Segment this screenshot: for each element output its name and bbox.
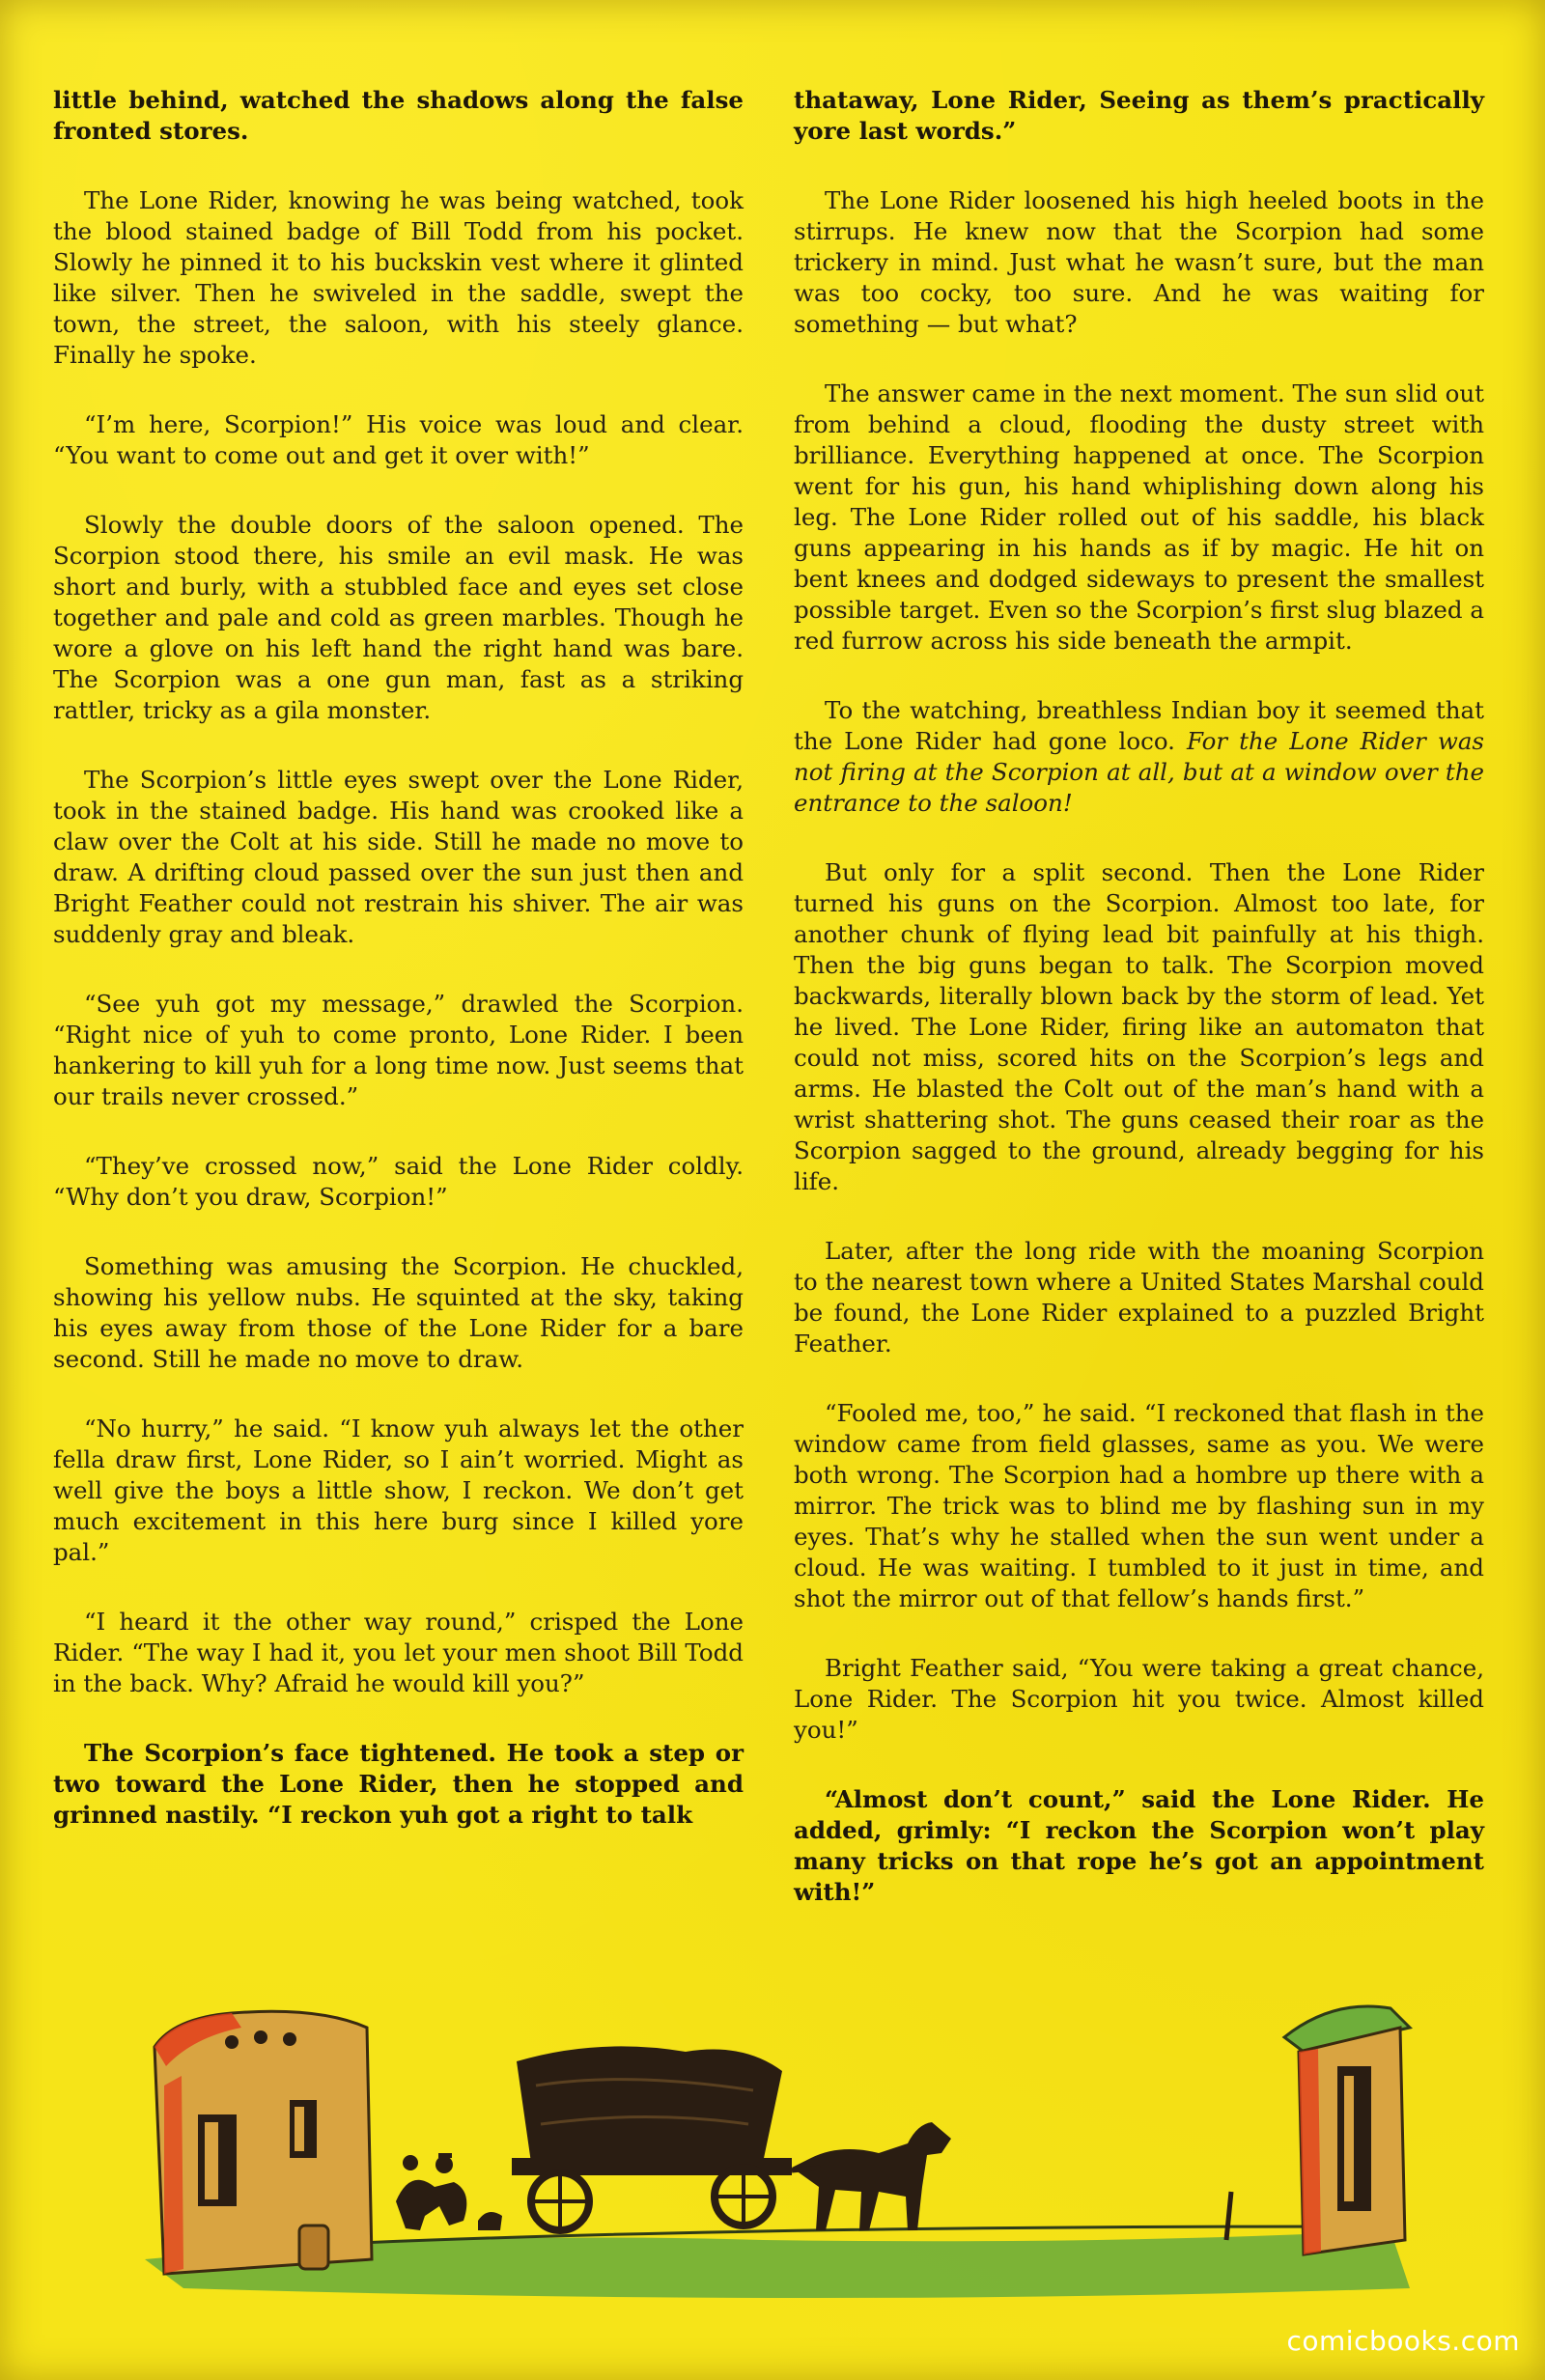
text-column-left [53,85,744,1869]
paragraph: “Almost don’t count,” said the Lone Rider. He added, grimly: “I reckon the Scorpion won’t play many tricks on that rope he’s got an appointment with!” [794,1785,1484,1906]
paragraph: “See yuh got my message,” drawled the Scorpion. “Right nice of yuh to come pronto, Lone Rider. I been hankering to kill yuh for a long time now. Just seems that our trails never crossed.” [53,990,744,1110]
paragraph: Something was amusing the Scorpion. He chuckled, showing his yellow nubs. He squinted at the sky, taking his eyes away from those of the Lone Rider for a bare second. Still he made no move to draw. [53,1252,744,1373]
paragraph: But only for a split second. Then the Lone Rider turned his guns on the Scorpion. Almost too late, for another chunk of flying lead bit painfully at his thigh. Then the big guns began to talk. The Scorpion moved backwards, literally blown back by the storm of lead. Yet he lived. The Lone Rider, firing like an automaton that could not miss, scored hits on the Scorpion’s legs and arms. He blasted the Colt out of the man’s hand with a wrist shattering shot. The guns ceased their roar as the Scorpion sagged to the ground, already begging for his life. [794,858,1484,1195]
paragraph-text: To the watching, breathless Indian boy it seemed that the Lone Rider had gone loco. [794,696,1484,755]
paragraph: “I heard it the other way round,” crisped the Lone Rider. “The way I had it, you let your men shoot Bill Todd in the back. Why? Afraid he would kill you?” [53,1608,744,1697]
paragraph: The answer came in the next moment. The sun slid out from behind a cloud, flooding the dusty street with brilliance. Everything happened at once. The Scorpion went for his gun, his hand whiplishing down along his leg. The Lone Rider rolled out of his saddle, his black guns appearing in his hands as if by magic. He hit on bent knees and dodged sideways to present the smallest possible target. Even so the Scorpion’s first slug blazed a red furrow across his side beneath the armpit. [794,379,1484,655]
paragraph: The Scorpion’s face tightened. He took a step or two toward the Lone Rider, then he stopped and grinned nastily. “I reckon yuh got a right to talk [53,1739,744,1829]
paragraph: Later, after the long ride with the moaning Scorpion to the nearest town where a United States Marshal could be found, the Lone Rider explained to a puzzled Bright Feather. [794,1237,1484,1358]
western-town-illustration [145,1999,1487,2308]
paragraph: The Lone Rider, knowing he was being watched, took the blood stained badge of Bill Todd from his pocket. Slowly he pinned it to his buckskin vest where it glinted like silver. Then he swiveled in the saddle, swept the town, the street, the saloon, with his steely glance. Finally he spoke. [53,186,744,369]
paragraph: “They’ve crossed now,” said the Lone Rider coldly. “Why don’t you draw, Scorpion!” [53,1152,744,1211]
covered-wagon [512,2046,792,2230]
paragraph: “I’m here, Scorpion!” His voice was loud and clear. “You want to come out and get it over with!” [53,410,744,469]
rider-silhouettes [396,2153,502,2230]
watermark: comicbooks.com [1286,2325,1520,2357]
text-column-right [794,85,1484,1946]
paragraph-mixed [794,695,1484,819]
paragraph: little behind, watched the shadows along the false fronted stores. [53,86,744,145]
paragraph: thataway, Lone Rider, Seeing as them’s practically yore last words.” [794,86,1484,145]
adobe-building [154,2011,372,2274]
paragraph: Slowly the double doors of the saloon opened. The Scorpion stood there, his smile an evil mask. He was short and burly, with a stubbled face and eyes set close together and pale and cold as green marbles. Though he wore a glove on his left hand the right hand was bare. The Scorpion was a one gun man, fast as a striking rattler, tricky as a gila monster. [53,511,744,724]
paragraph: “Fooled me, too,” he said. “I reckoned that flash in the window came from field glasses, same as you. We were both wrong. The Scorpion had a hombre up there with a mirror. The trick was to blind me by flashing sun in my eyes. That’s why he stalled when the sun went under a cloud. He was waiting. I tumbled to it just in time, and shot the mirror out of that fellow’s hands first.” [794,1399,1484,1612]
paragraph-italic-text: For the Lone Rider was not firing at the Scorpion at all, but at a window over the entrance to the saloon! [794,727,1484,817]
paragraph: The Lone Rider loosened his high heeled boots in the stirrups. He knew now that the Scorpion had some trickery in mind. Just what he wasn’t sure, but the man was too cocky, too sure. And he was waiting for something — but what? [794,186,1484,338]
paragraph: Bright Feather said, “You were taking a great chance, Lone Rider. The Scorpion hit you twice. Almost killed you!” [794,1654,1484,1744]
paragraph: “No hurry,” he said. “I know yuh always let the other fella draw first, Lone Rider, so I ain’t worried. Might as well give the boys a little show, I reckon. We don’t get much excitement in this here burg since I killed yore pal.” [53,1414,744,1566]
outhouse-building [1226,2006,1410,2254]
horse-silhouette [792,2122,951,2230]
paragraph: The Scorpion’s little eyes swept over the Lone Rider, took in the stained badge. His hand was crooked like a claw over the Colt at his side. Still he made no move to draw. A drifting cloud passed over the sun just then and Bright Feather could not restrain his shiver. The air was suddenly gray and bleak. [53,766,744,948]
